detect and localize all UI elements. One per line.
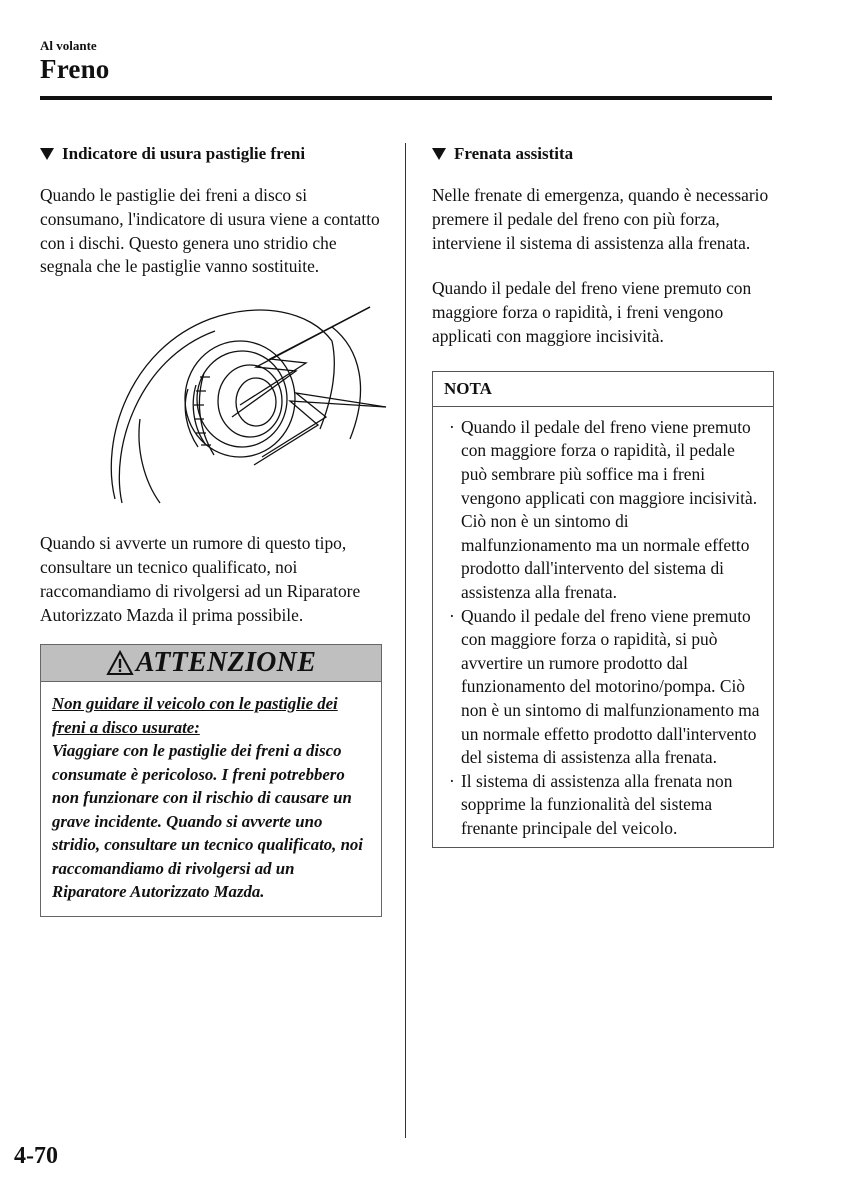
note-box	[432, 371, 774, 849]
brake-assist-heading	[432, 143, 774, 165]
noise-advice-paragraph: Quando si avverte un rumore di questo tipo, consultare un tecnico qualificato, noi raccomandiamo di rivolgersi ad un Riparatore Autorizzato Mazda il prima possibile.	[40, 533, 361, 625]
bullet-dot: ·	[449, 416, 455, 437]
warning-text: Viaggiare con le pastiglie dei freni a disco consumate è pericoloso. I freni potrebbero non funzionare con il rischio di causare un grave incidente. Quando si avverte uno stridio, consultare un tecnico qualificato, noi raccomandiamo di rivolgersi ad un Riparatore Autorizzato Mazda.	[52, 741, 363, 902]
note-item	[449, 770, 762, 841]
column-divider	[405, 143, 406, 1138]
wear-indicator-paragraph: Quando le pastiglie dei freni a disco si consumano, l'indicatore di usura viene a contatto con i dischi. Questo genera uno stridio che segnala che le pastiglie vanno sostituite.	[40, 185, 380, 277]
title-rule	[40, 96, 772, 100]
warning-title: ATTENZIONE	[135, 647, 317, 679]
warning-box	[40, 644, 382, 917]
warning-triangle-icon	[106, 650, 134, 676]
brake-assist-paragraph-2: Quando il pedale del freno viene premuto con maggiore forza o rapidità, i freni vengono applicati con maggiore incisività.	[432, 278, 752, 346]
brake-assist-heading-text: Frenata assistita	[454, 144, 574, 163]
note-title: NOTA	[433, 372, 773, 407]
bullet-dot: ·	[449, 605, 455, 626]
note-item-text: Quando il pedale del freno viene premuto con maggiore forza o rapidità, si può avvertire un rumore prodotto dal funzionamento del motorino/pompa. Ciò non è un sintomo di malfunzionamento ma un normale effetto prodotto dall'intervento del sistema di assistenza alla frenata.	[461, 605, 760, 768]
bullet-dot: ·	[449, 770, 455, 791]
down-triangle-icon	[432, 148, 446, 160]
brake-assist-paragraph-1: Nelle frenate di emergenza, quando è necessario premere il pedale del freno con più forza, interviene il sistema di assistenza alla frenata.	[432, 185, 769, 253]
note-item-text: Quando il pedale del freno viene premuto con maggiore forza o rapidità, il pedale può sembrare più soffice ma i freni vengono applicati con maggiore incisività. Ciò non è un sintomo di malfunzionamento ma un normale effetto prodotto dall'intervento del sistema di assistenza alla frenata.	[461, 416, 758, 602]
note-item	[449, 605, 762, 770]
wear-indicator-heading	[40, 143, 382, 165]
right-column	[432, 143, 774, 848]
warning-header	[41, 645, 381, 682]
brake-wear-illustration	[70, 289, 390, 519]
note-item-text: Il sistema di assistenza alla frenata non sopprime la funzionalità del sistema frenante principale del veicolo.	[461, 770, 733, 838]
left-column	[40, 143, 382, 917]
warning-body	[41, 682, 381, 916]
section-label: Al volante	[40, 38, 97, 53]
down-triangle-icon	[40, 148, 54, 160]
note-item	[449, 416, 762, 605]
page-title: Freno	[40, 54, 110, 84]
warning-lead: Non guidare il veicolo con le pastiglie dei freni a disco usurate:	[52, 694, 338, 737]
wear-indicator-heading-text: Indicatore di usura pastiglie freni	[62, 144, 306, 163]
note-body	[433, 407, 773, 848]
page-number: 4-70	[14, 1143, 58, 1169]
